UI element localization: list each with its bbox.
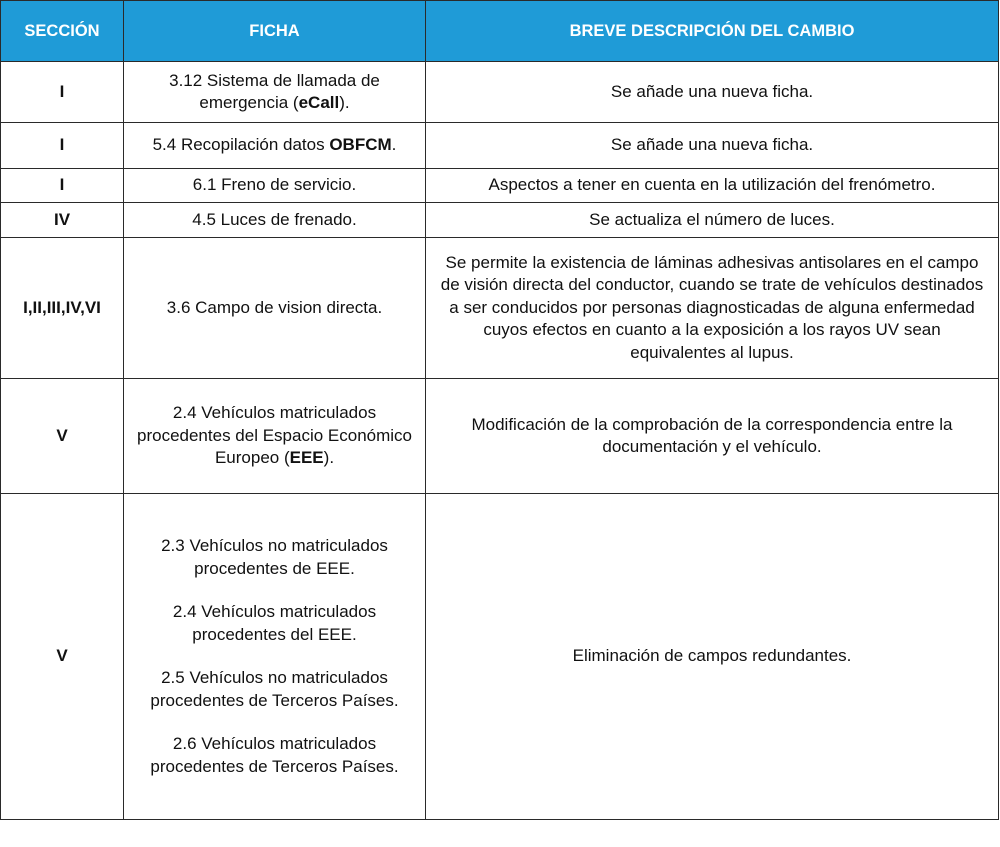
ficha-cell: 3.6 Campo de vision directa. <box>124 238 426 379</box>
ficha-text-end: . <box>391 135 397 155</box>
header-descripcion: BREVE DESCRIPCIÓN DEL CAMBIO <box>426 1 999 62</box>
descripcion-cell: Modificación de la comprobación de la correspondencia entre la documentación y el vehículo. <box>426 379 999 494</box>
table-row <box>1 379 999 494</box>
descripcion-cell: Se añade una nueva ficha. <box>426 62 999 123</box>
seccion-cell: IV <box>1 203 124 238</box>
table-row <box>1 169 999 203</box>
descripcion-cell: Se actualiza el número de luces. <box>426 203 999 238</box>
ficha-cell: 4.5 Luces de frenado. <box>124 203 426 238</box>
descripcion-cell: Se permite la existencia de láminas adhesivas antisolares en el campo de visión directa del conductor, cuando se trate de vehículos destinados a ser conducidos por personas diagnosticadas de alguna enfermedad cuyos efectos en cuanto a la exposición a los rayos UV sean equivalentes al lupus. <box>426 238 999 379</box>
ficha-text-end: ). <box>339 93 350 112</box>
ficha-cell <box>124 379 426 494</box>
descripcion-cell: Se añade una nueva ficha. <box>426 123 999 169</box>
descripcion-cell: Aspectos a tener en cuenta en la utilización del frenómetro. <box>426 169 999 203</box>
table-row <box>1 203 999 238</box>
header-ficha: FICHA <box>124 1 426 62</box>
ficha-acronym: EEE <box>289 448 324 468</box>
ficha-text: 3.12 Sistema de llamada de emergencia ( <box>169 70 380 112</box>
seccion-cell: I,II,III,IV,VI <box>1 238 124 379</box>
table-row <box>1 238 999 379</box>
ficha-item: 2.4 Vehículos matriculados procedentes del EEE. <box>172 602 377 644</box>
ficha-cell: 6.1 Freno de servicio. <box>124 169 426 203</box>
seccion-cell: V <box>1 494 124 820</box>
ficha-text: 5.4 Recopilación datos <box>152 135 330 155</box>
ficha-acronym: OBFCM <box>329 135 392 155</box>
ficha-text: 2.4 Vehículos matriculados procedentes del Espacio Económico Europeo ( <box>137 403 412 468</box>
seccion-cell: I <box>1 123 124 169</box>
ficha-text-end: ). <box>323 448 335 468</box>
ficha-item: 2.3 Vehículos no matriculados procedentes de EEE. <box>161 536 388 578</box>
header-seccion: SECCIÓN <box>1 1 124 62</box>
ficha-item: 2.6 Vehículos matriculados procedentes de Terceros Países. <box>150 734 399 776</box>
seccion-cell: V <box>1 379 124 494</box>
ficha-acronym: eCall <box>298 93 340 112</box>
ficha-cell <box>124 123 426 169</box>
descripcion-cell: Eliminación de campos redundantes. <box>426 494 999 820</box>
table-row <box>1 62 999 123</box>
seccion-cell: I <box>1 169 124 203</box>
ficha-cell <box>124 62 426 123</box>
seccion-cell: I <box>1 62 124 123</box>
ficha-item: 2.5 Vehículos no matriculados procedentes de Terceros Países. <box>150 668 399 710</box>
table-row <box>1 123 999 169</box>
ficha-cell <box>124 494 426 820</box>
table-row <box>1 494 999 820</box>
header-row <box>1 1 999 62</box>
